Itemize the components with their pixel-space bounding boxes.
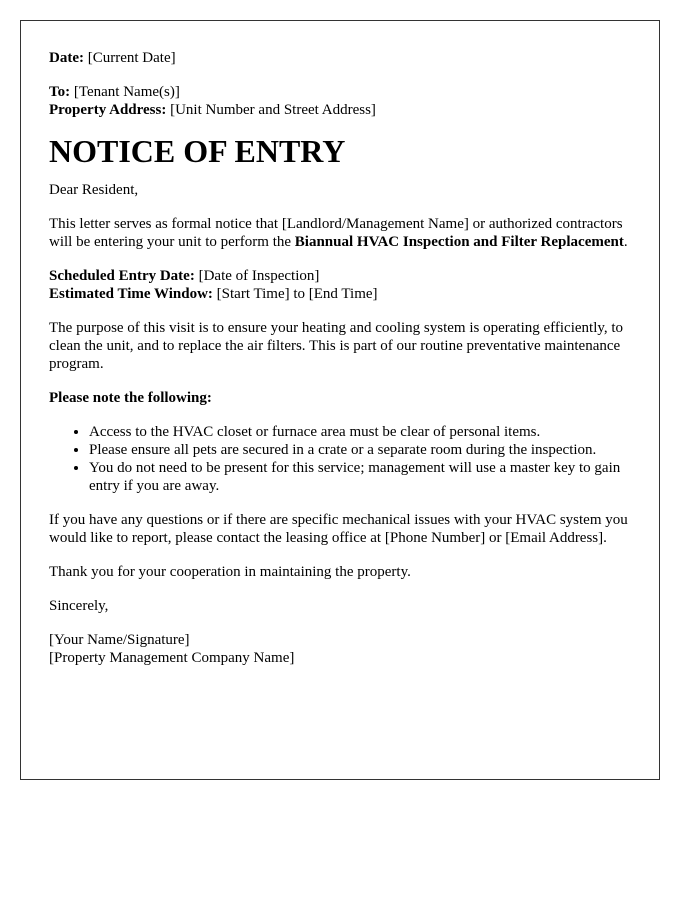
address-value: [Unit Number and Street Address]	[170, 102, 376, 118]
signature-company: [Property Management Company Name]	[49, 650, 295, 666]
thanks-paragraph: Thank you for your cooperation in maintaining the property.	[49, 564, 411, 580]
spacer	[49, 581, 631, 597]
spacer	[49, 67, 631, 83]
spacer	[49, 407, 631, 423]
intro-service-name: Biannual HVAC Inspection and Filter Replacement	[294, 234, 624, 250]
spacer	[49, 615, 631, 631]
to-label: To:	[49, 84, 71, 100]
list-item: • You do not need to be present for this service; management will use a master key to gain entry if you are away.	[89, 459, 631, 495]
time-window-line	[49, 285, 631, 303]
list-item: • Access to the HVAC closet or furnace area must be clear of personal items.	[89, 423, 631, 441]
date-label: Date:	[49, 50, 84, 66]
spacer	[49, 547, 631, 563]
address-label: Property Address:	[49, 102, 167, 118]
spacer	[49, 495, 631, 511]
intro-text-before: This letter serves as formal notice that [Landlord/Management Name] or authorized contractors will be entering your unit to perform the	[49, 216, 623, 250]
spacer	[49, 373, 631, 389]
property-address-line	[49, 101, 631, 119]
recipient-line	[49, 83, 631, 101]
spacer	[49, 251, 631, 267]
spacer	[49, 169, 631, 181]
contact-paragraph: If you have any questions or if there are specific mechanical issues with your HVAC system you would like to report, please contact the leasing office at [Phone Number] or [Email Address].	[49, 512, 628, 546]
date-line	[49, 49, 631, 67]
salutation: Dear Resident,	[49, 182, 139, 198]
notes-heading: Please note the following:	[49, 390, 212, 406]
time-window-label: Estimated Time Window:	[49, 286, 213, 302]
closing: Sincerely,	[49, 598, 109, 614]
entry-date-value: [Date of Inspection]	[198, 268, 320, 284]
signature-name: [Your Name/Signature]	[49, 632, 190, 648]
page-title: NOTICE OF ENTRY	[49, 133, 346, 169]
notes-list	[49, 423, 631, 495]
purpose-paragraph: The purpose of this visit is to ensure your heating and cooling system is operating efficiently, to clean the unit, and to replace the air filters. This is part of our routine preventative maintenance program.	[49, 320, 624, 372]
entry-date-line	[49, 267, 631, 285]
entry-date-label: Scheduled Entry Date:	[49, 268, 195, 284]
date-value: [Current Date]	[87, 50, 176, 66]
spacer	[49, 303, 631, 319]
letter-page	[20, 20, 660, 780]
to-value: [Tenant Name(s)]	[73, 84, 180, 100]
time-window-value: [Start Time] to [End Time]	[216, 286, 378, 302]
list-item: • Please ensure all pets are secured in a crate or a separate room during the inspection.	[89, 441, 631, 459]
intro-text-after: .	[623, 234, 628, 250]
intro-paragraph	[49, 215, 631, 251]
spacer	[49, 119, 631, 133]
spacer	[49, 199, 631, 215]
